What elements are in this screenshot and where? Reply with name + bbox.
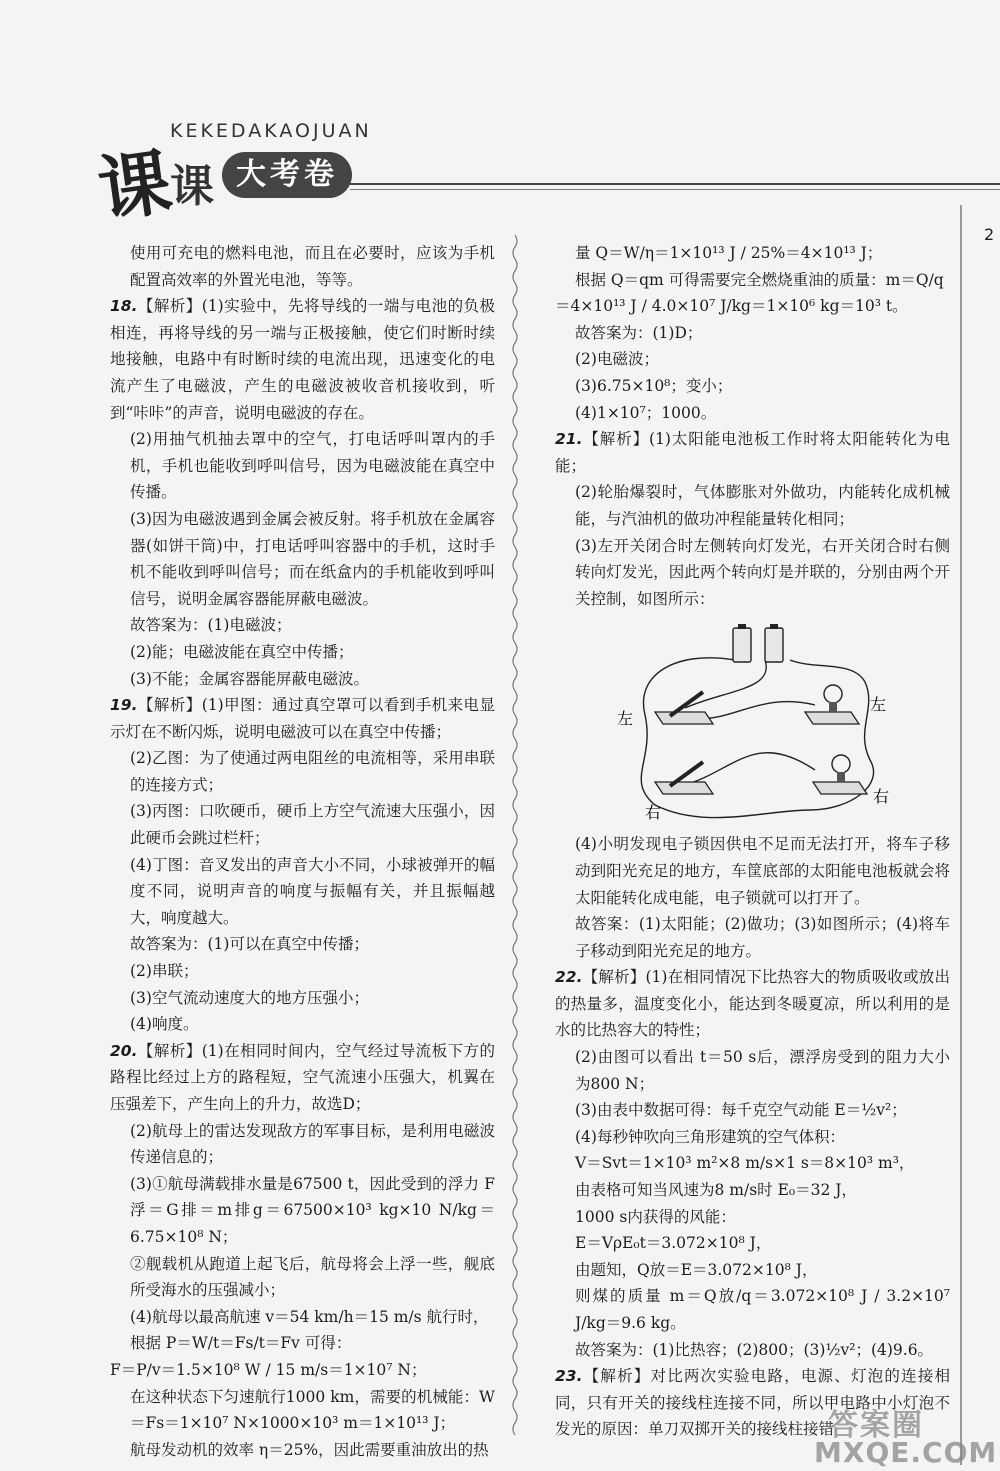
answer-paragraph	[555, 320, 950, 347]
paragraph-text: 在这种状态下匀速航行1000 km，需要的机械能：W＝Fs＝1×10⁷ N×1000×10³ m＝1×10¹³ J；	[130, 1387, 495, 1433]
answer-paragraph	[110, 1357, 495, 1384]
question-number: 22.	[555, 968, 583, 987]
paragraph-text: (3)①航母满载排水量是67500 t，因此受到的浮力 F浮＝G排＝m排g＝67500×10³ kg×10 N/kg＝6.75×10⁸ N；	[130, 1174, 495, 1246]
paragraph-text: 故答案为：(1)可以在真空中传播；	[130, 935, 369, 954]
paragraph-text: (3)丙图：口吹硬币，硬币上方空气流速大压强小，因此硬币会跳过栏杆；	[130, 802, 495, 848]
paragraph-text: (3)左开关闭合时左侧转向灯发光，右开关闭合时右侧转向灯发光，因此两个转向灯是并联的，分别由两个开关控制，如图所示：	[575, 536, 950, 608]
paragraph-text: 故答案为：(1)电磁波；	[130, 616, 292, 635]
paragraph-text: 1000 s内获得的风能：	[575, 1207, 736, 1226]
answer-paragraph	[555, 831, 950, 911]
answer-paragraph	[110, 1118, 495, 1171]
paragraph-text: 【解析】对比两次实验电路，电源、灯泡的连接相同，只有开关的接线柱连接不同，所以甲电路中小灯泡不发光的原因：单刀双掷开关的接线柱接错	[555, 1367, 950, 1439]
circuit-label-right-top: 左	[870, 695, 887, 715]
paragraph-text: (4)小明发现电子锁因供电不足而无法打开，将车子移动到阳光充足的地方，车筐底部的太阳能电池板就会将太阳能转化成电能，电子锁就可以打开了。	[575, 835, 950, 907]
paragraph-text: V＝Svt＝1×10³ m²×8 m/s×1 s＝8×10³ m³，	[575, 1154, 915, 1173]
paragraph-text: (4)响度。	[130, 1015, 199, 1034]
question-heading-paragraph	[555, 426, 950, 479]
answer-paragraph	[555, 1150, 950, 1177]
brand-latin-text: KEKEDAKAOJUAN	[170, 120, 372, 142]
question-number: 18.	[110, 297, 138, 316]
question-heading-paragraph	[110, 1038, 495, 1118]
page-header	[0, 0, 1000, 233]
answer-paragraph	[110, 1384, 495, 1437]
answer-paragraph	[555, 373, 950, 400]
answer-paragraph	[110, 745, 495, 798]
paragraph-text: 【解析】(1)甲图：通过真空罩可以看到手机来电显示灯在不断闪烁，说明电磁波可以在真空中传播；	[110, 696, 495, 741]
circuit-label-right-bottom: 右	[873, 787, 890, 807]
circuit-label-left-bottom: 右	[645, 803, 662, 823]
circuit-label-left-top: 左	[617, 709, 634, 729]
paragraph-text: 【解析】(1)太阳能电池板工作时将太阳能转化为电能；	[555, 430, 950, 475]
answer-paragraph	[555, 240, 950, 267]
answer-paragraph	[555, 1044, 950, 1097]
answer-paragraph	[555, 1230, 950, 1257]
answer-paragraph	[555, 1177, 950, 1204]
paragraph-text: 则煤的质量 m＝Q放/q＝3.072×10⁸ J / 3.2×10⁷ J/kg＝9.6 kg。	[575, 1287, 950, 1332]
paragraph-text: (2)能；电磁波能在真空中传播；	[130, 642, 354, 661]
answer-paragraph	[110, 506, 495, 612]
question-number: 23.	[555, 1367, 583, 1386]
answer-paragraph	[555, 479, 950, 532]
answer-paragraph	[110, 1304, 495, 1331]
paragraph-text: (4)丁图：音叉发出的声音大小不同，小球被弹开的幅度不同，说明声音的响度与振幅有关，并且振幅越大，响度越大。	[130, 855, 495, 927]
paragraph-text: 【解析】(1)在相同情况下比热容大的物质吸收或放出的热量多，温度变化小，能达到冬暖夏凉，所以利用的是水的比热容大的特性；	[555, 968, 950, 1040]
question-heading-paragraph	[110, 293, 495, 426]
paragraph-text: (3)空气流动速度大的地方压强小；	[130, 988, 369, 1007]
header-rule	[350, 183, 1000, 185]
answer-paragraph	[110, 931, 495, 958]
edge-page-number: 2	[984, 225, 995, 244]
answer-paragraph	[555, 1204, 950, 1231]
paragraph-text: (2)乙图：为了使通过两电阻丝的电流相等，采用串联的连接方式；	[130, 749, 495, 794]
logo-badge: 大考卷	[222, 152, 352, 198]
paragraph-text: (2)串联；	[130, 962, 199, 981]
answer-paragraph	[555, 1097, 950, 1124]
answer-paragraph	[555, 1124, 950, 1151]
answer-paragraph	[110, 1171, 495, 1251]
watermark-url: MXQE.COM	[814, 1436, 998, 1469]
answer-paragraph	[110, 612, 495, 639]
answer-paragraph	[555, 267, 950, 294]
left-column	[110, 240, 495, 1463]
paragraph-text: 【解析】(1)在相同时间内，空气经过导流板下方的路程比经过上方的路程短，空气流速小压强大，机翼在压强差下，产生向上的升力，故选D；	[110, 1041, 495, 1113]
answer-paragraph	[555, 911, 950, 964]
watermark	[810, 1400, 1000, 1471]
paragraph-text: 量 Q＝W/η＝1×10¹³ J / 25%＝4×10¹³ J；	[575, 244, 883, 262]
logo-character-large: 课	[93, 138, 177, 233]
answer-paragraph	[110, 1011, 495, 1038]
paragraph-text: 根据 P＝W/t＝Fs/t＝Fv 可得：	[130, 1334, 352, 1353]
answer-paragraph	[555, 293, 950, 320]
paragraph-text: 航母发动机的效率 η＝25%，因此需要重油放出的热	[130, 1440, 489, 1459]
paragraph-text: 根据 Q＝qm 可得需要完全燃烧重油的质量：m＝Q/q	[575, 270, 944, 289]
answer-paragraph	[555, 346, 950, 373]
question-heading-paragraph	[110, 692, 495, 745]
paragraph-text: (4)1×10⁷；1000。	[575, 403, 717, 422]
paragraph-text: F＝P/v＝1.5×10⁸ W / 15 m/s＝1×10⁷ N；	[110, 1360, 427, 1379]
answer-paragraph	[110, 240, 495, 293]
answer-paragraph	[110, 426, 495, 506]
switch-icon	[655, 692, 713, 724]
column-divider-wavy	[510, 235, 520, 1435]
right-column	[555, 240, 950, 1443]
question-number: 19.	[110, 696, 138, 715]
paragraph-text: (3)因为电磁波遇到金属会被反射。将手机放在金属容器(如饼干筒)中，打电话呼叫容器中的手机，这时手机不能收到呼叫信号；而在纸盒内的手机能收到呼叫信号，说明金属容器能屏蔽电磁波。	[130, 509, 495, 608]
paragraph-text: (2)轮胎爆裂时，气体膨胀对外做功，内能转化成机械能，与汽油机的做功冲程能量转化相同；	[575, 483, 950, 528]
header-rule-thin	[350, 189, 1000, 190]
paragraph-text: (2)由图可以看出 t＝50 s后，漂浮房受到的阻力大小为800 N；	[575, 1048, 950, 1093]
paragraph-text: (3)不能；金属容器能屏蔽电磁波。	[130, 669, 369, 688]
answer-paragraph	[555, 1283, 950, 1336]
answer-paragraph	[555, 1257, 950, 1284]
paragraph-text: 故答案为：(1)D；	[575, 323, 703, 342]
paragraph-text: 故答案为：(1)比热容；(2)800；(3)½v²；(4)9.6。	[575, 1340, 934, 1359]
answer-paragraph	[110, 1437, 495, 1464]
paragraph-text: (2)航母上的雷达发现敌方的军事目标，是利用电磁波传递信息的；	[130, 1121, 495, 1167]
answer-paragraph	[110, 1251, 495, 1304]
question-number: 21.	[555, 430, 583, 449]
answer-paragraph	[110, 958, 495, 985]
battery-icon	[733, 628, 751, 662]
answer-paragraph	[555, 533, 950, 613]
paragraph-text: 故答案：(1)太阳能；(2)做功；(3)如图所示；(4)将车子移动到阳光充足的地方。	[575, 915, 950, 960]
question-heading-paragraph	[555, 964, 950, 1044]
answer-paragraph	[555, 400, 950, 427]
paragraph-text: 由题知，Q放＝E＝3.072×10⁸ J，	[575, 1260, 818, 1279]
answer-paragraph	[110, 852, 495, 932]
paragraph-text: (3)由表中数据可得：每千克空气动能 E＝½v²；	[575, 1101, 907, 1120]
paragraph-text: ②舰载机从跑道上起飞后，航母将会上浮一些，舰底所受海水的压强减小；	[130, 1254, 495, 1300]
paragraph-text: 【解析】(1)实验中，先将导线的一端与电池的负极相连，再将导线的另一端与正极接触，使它们时断时续地接触，电路中有时断时续的电流出现，迅速变化的电流产生了电磁波，产生的电磁波被收音机接收到，听到“咔咔”的声音，说明电磁波的存在。	[110, 297, 495, 422]
question-number: 20.	[110, 1041, 138, 1060]
answer-paragraph	[110, 639, 495, 666]
paragraph-text: ＝4×10¹³ J / 4.0×10⁷ J/kg＝1×10⁶ kg＝10³ t。	[555, 297, 908, 316]
answer-paragraph	[110, 798, 495, 851]
answer-paragraph	[555, 1337, 950, 1364]
paragraph-text: 使用可充电的燃料电池，而且在必要时，应该为手机配置高效率的外置光电池，等等。	[130, 244, 495, 289]
paragraph-text: (4)航母以最高航速 v＝54 km/h＝15 m/s 航行时，	[130, 1307, 489, 1326]
answer-paragraph	[110, 985, 495, 1012]
answer-paragraph	[110, 1330, 495, 1357]
watermark-top: 答案圈	[828, 1408, 924, 1443]
paragraph-text: (4)每秒钟吹向三角形建筑的空气体积：	[575, 1127, 845, 1146]
page-edge-line	[960, 205, 962, 1465]
paragraph-text: (2)用抽气机抽去罩中的空气，打电话呼叫罩内的手机，手机也能收到呼叫信号，因为电磁波能在真空中传播。	[130, 430, 495, 502]
paragraph-text: (2)电磁波；	[575, 350, 659, 369]
paragraph-text: (3)6.75×10⁸；变小；	[575, 376, 733, 395]
paragraph-text: 由表格可知当风速为8 m/s时 E₀＝32 J，	[575, 1181, 857, 1200]
turn-signal-circuit-diagram	[615, 620, 895, 825]
answer-paragraph	[110, 666, 495, 693]
paragraph-text: E＝VρE₀t＝3.072×10⁸ J，	[575, 1234, 772, 1253]
logo-character-small: 课	[170, 161, 214, 212]
